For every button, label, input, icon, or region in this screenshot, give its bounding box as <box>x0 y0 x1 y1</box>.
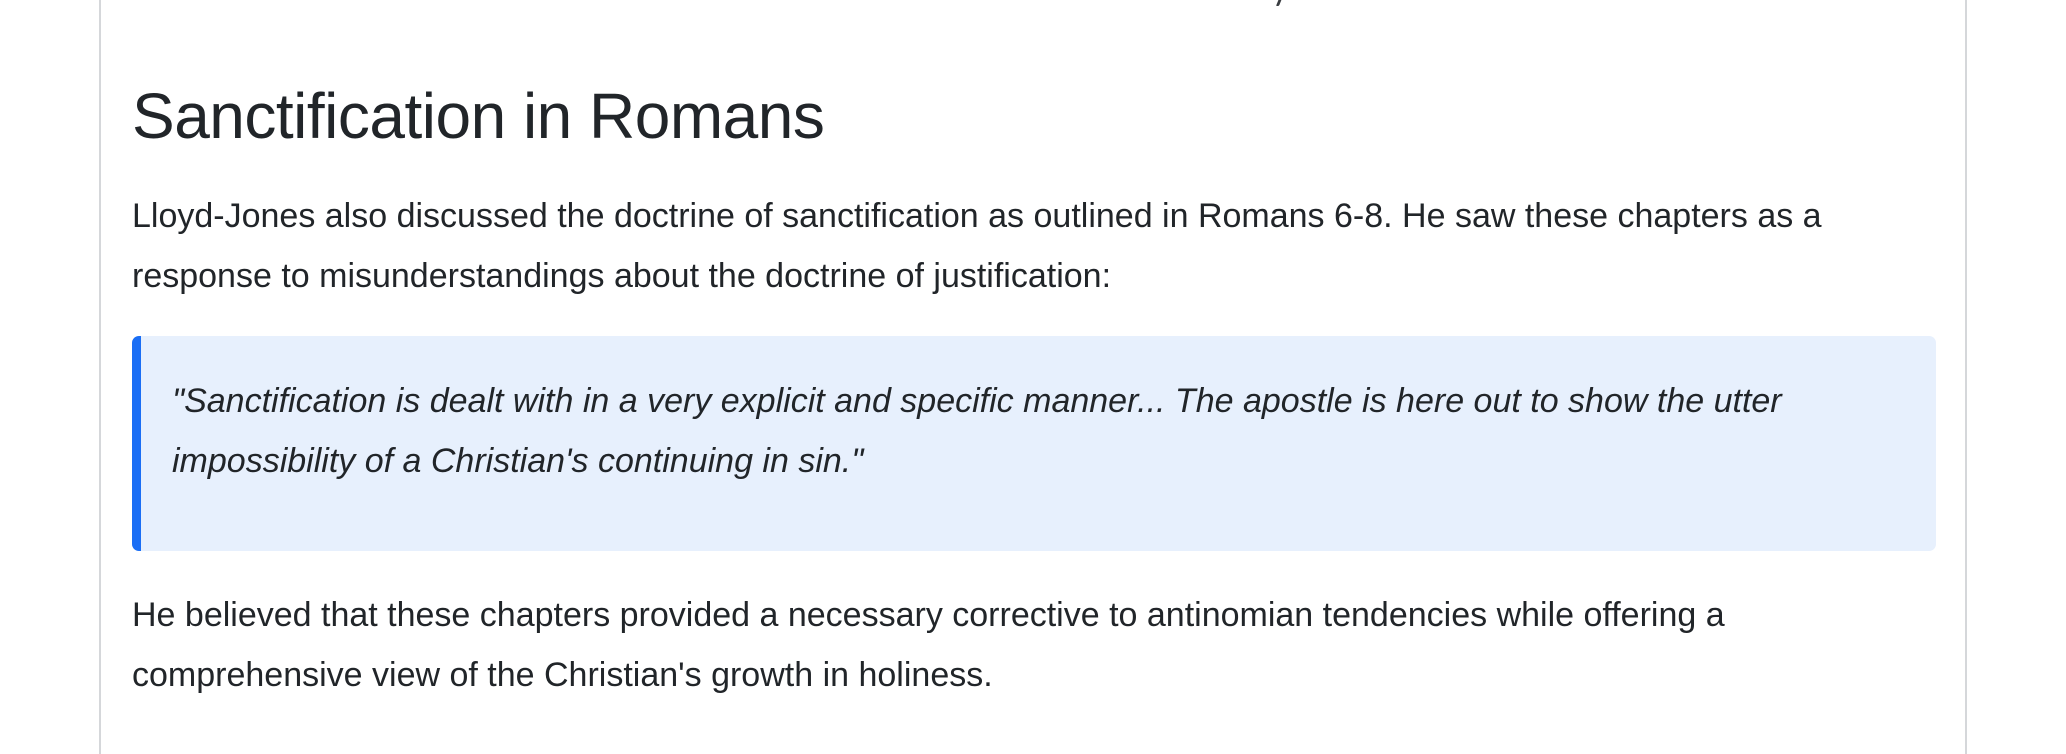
intro-paragraph: Lloyd-Jones also discussed the doctrine of sanctification as outlined in Romans 6-8. He saw these chapters as a response to misunderstandings about the doctrine of justification: <box>132 197 1822 295</box>
blockquote <box>132 336 1936 551</box>
closing-paragraph: He believed that these chapters provided a necessary corrective to antinomian tendencies while offering a comprehensive view of the Christian's growth in holiness. <box>132 596 1725 694</box>
quote-text: "Sanctification is dealt with in a very explicit and specific manner... The apostle is here out to show the utter impossibility of a Christian's continuing in sin." <box>172 382 1782 480</box>
cropped-text-fragment <box>1276 0 1286 7</box>
section-title: Sanctification in Romans <box>132 80 825 152</box>
